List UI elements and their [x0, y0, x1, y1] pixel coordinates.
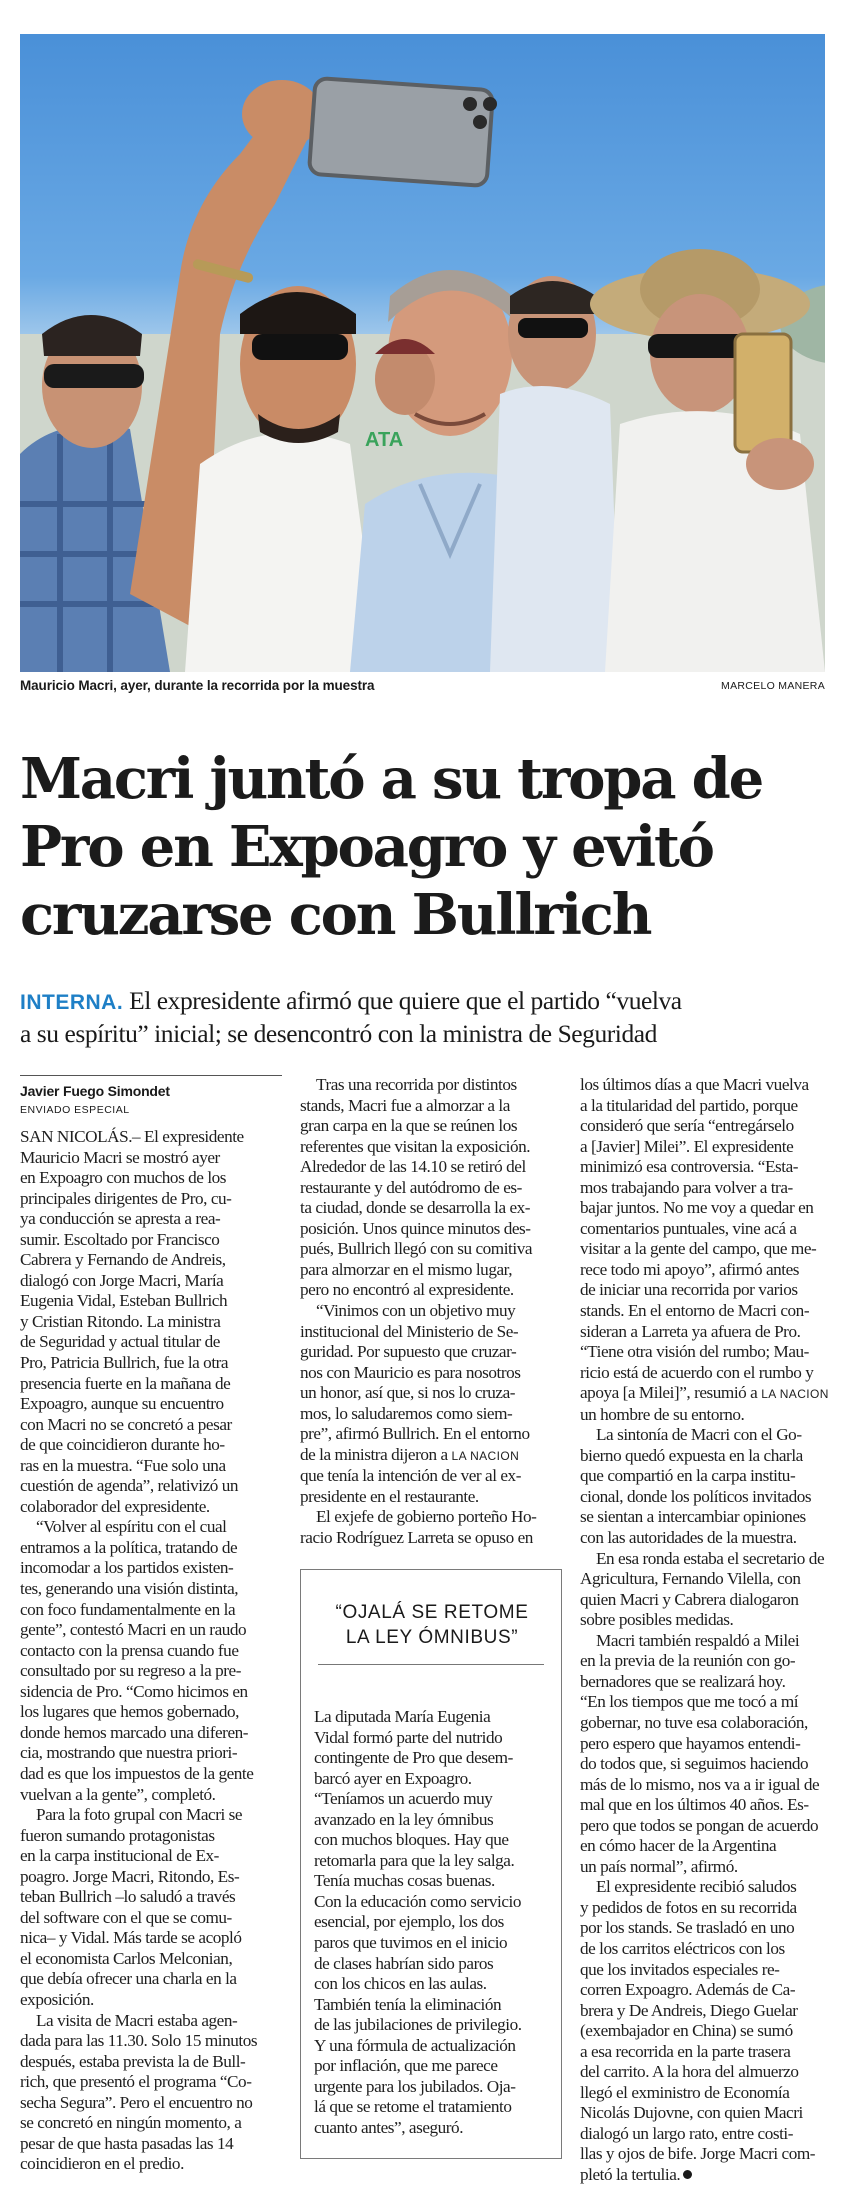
byline-role: ENVIADO ESPECIAL — [20, 1104, 130, 1116]
text-line: que compartió en la carpa institu- — [580, 1466, 796, 1486]
text-line: guridad. Por supuesto que cruzar- — [300, 1342, 517, 1362]
text-line: presencia fuerte en la mañana de — [20, 1373, 231, 1393]
text-line — [300, 1445, 562, 1467]
text-line: cuestión de agenda”, relativizó un — [20, 1476, 239, 1496]
byline-top-rule — [20, 1075, 282, 1076]
text-line: (exembajador en China) se sumó — [580, 2021, 793, 2041]
text-line: Eugenia Vidal, Esteban Bullrich — [20, 1291, 228, 1311]
text-line: con Macri no se concretó a pesar — [20, 1414, 232, 1434]
text-line: en la carpa institucional de Ex- — [20, 1846, 219, 1866]
text-line: bajar juntos. No me voy a quedar en — [580, 1198, 814, 1218]
text-line: “En los tiempos que me tocó a mí — [580, 1692, 799, 1712]
article-column-3 — [580, 1075, 828, 2186]
deck-line: a su espíritu” inicial; se desencontró con la ministra de Seguridad — [20, 1019, 657, 1048]
text-line: Agricultura, Fernando Vilella, con — [580, 1569, 801, 1589]
text-line: sideran a Larreta ya afuera de Pro. — [580, 1321, 801, 1341]
photo-caption-row — [20, 678, 825, 696]
text-line: stands. En el entorno de Macri con- — [580, 1301, 810, 1321]
text-line: en la previa de la reunión con go- — [580, 1651, 796, 1671]
text-line: El exjefe de gobierno porteño Ho- — [316, 1507, 537, 1527]
sidebar-title-line: LA LEY ÓMNIBUS” — [345, 1627, 519, 1648]
text-line: Mauricio Macri se mostró ayer — [20, 1147, 220, 1167]
text-line: comentarios puntuales, vine acá a — [580, 1218, 797, 1238]
text-line: del carrito. A la hora del almuerzo — [580, 2062, 799, 2082]
text-line: de clases habrían sido paros — [314, 1953, 494, 1973]
text-line: dad es que los impuestos de la gente — [20, 1763, 254, 1783]
article-column-1 — [20, 1127, 282, 2175]
text-line — [580, 2165, 828, 2186]
selfie-photo-illustration — [20, 34, 825, 672]
text-line: en cómo hacer de la Argentina — [580, 1836, 777, 1856]
text-line: un país normal”, afirmó. — [580, 1856, 738, 1876]
text-line: que los invitados especiales re- — [580, 1959, 780, 1979]
text-line: La visita de Macri estaba agen- — [36, 2010, 238, 2030]
text-line: Pro, Patricia Bullrich, fue la otra — [20, 1353, 229, 1373]
text-line: La diputada María Eugenia — [314, 1707, 491, 1726]
text-line — [580, 1383, 828, 1405]
text-line: esencial, por ejemplo, los dos — [314, 1912, 504, 1932]
text-line: coincidieron en el predio. — [20, 2154, 184, 2174]
text-line: Y una fórmula de actualización — [314, 2035, 516, 2055]
text-line: nica– y Vidal. Más tarde se acopló — [20, 1928, 242, 1948]
text-line: del software con el que se comu- — [20, 1907, 232, 1927]
text-line: se sientan a intercambiar opiniones — [580, 1507, 806, 1527]
text-line: a [Javier] Milei”. El expresidente — [580, 1136, 794, 1156]
text-line: brera y De Andreis, Diego Guelar — [580, 2000, 798, 2020]
photo-credit: MARCELO MANERA — [721, 680, 825, 692]
text-line: “Vinimos con un objetivo muy — [316, 1301, 516, 1321]
text-line: cional, donde los políticos invitados — [580, 1486, 812, 1506]
text-line: para almorzar en el mismo lugar, — [300, 1259, 513, 1279]
text-line: bernadores que se realizará hoy. — [580, 1671, 786, 1691]
text-line: stands, Macri fue a almorzar a la — [300, 1095, 510, 1115]
sidebar-divider — [318, 1664, 544, 1665]
text-line: un honor, así que, si nos lo cruza- — [300, 1383, 516, 1403]
text-line: de los carritos eléctricos con los — [580, 1938, 785, 1958]
text-line: de Seguridad y actual titular de — [20, 1332, 220, 1352]
text-fragment: apoya [a Milei]”, resumió a — [580, 1383, 758, 1403]
text-line: incomodar a los partidos existen- — [20, 1558, 234, 1578]
text-line: secha Segura”. Pero el encuentro no — [20, 2092, 253, 2112]
text-line: mal que en los últimos 40 años. Es- — [580, 1795, 809, 1815]
text-line: de las jubilaciones de privilegio. — [314, 2015, 522, 2035]
text-line: consideró que sería “entregárselo — [580, 1116, 794, 1136]
text-line: lá que se retome el tratamiento — [314, 2097, 512, 2117]
article-column-2 — [300, 1075, 562, 1549]
text-line: de que coincidieron durante ho- — [20, 1435, 225, 1455]
text-line: referentes que visitan la exposición. — [300, 1136, 531, 1156]
text-line: por los stands. Se trasladó en uno — [580, 1918, 795, 1938]
text-line: pero espero que hayamos entendi- — [580, 1733, 801, 1753]
text-line: los lugares que hemos gobernado, — [20, 1702, 240, 1722]
text-line: pero no encontró al expresidente. — [300, 1280, 514, 1300]
text-line: barcó ayer en Expoagro. — [314, 1768, 472, 1788]
text-line: que tenía la intención de ver al ex- — [300, 1466, 521, 1486]
text-line: pués, Bullrich llegó con su comitiva — [300, 1239, 533, 1259]
text-line: paros que tuvimos en el inicio — [314, 1933, 508, 1953]
text-line: mos, lo saludaremos como siem- — [300, 1403, 513, 1423]
text-line: sumir. Escoltado por Francisco — [20, 1229, 220, 1249]
text-line: de iniciar una recorrida por varios — [580, 1280, 798, 1300]
text-line: “Tiene otra visión del rumbo; Mau- — [580, 1342, 809, 1362]
text-line: en Expoagro con muchos de los — [20, 1168, 227, 1188]
text-line: por inflación, que me parece — [314, 2056, 498, 2076]
text-line: con los chicos en las aulas. — [314, 1974, 487, 1994]
text-line: cia, mostrando que nuestra priori- — [20, 1743, 238, 1763]
text-line: Macri también respaldó a Milei — [596, 1630, 800, 1650]
text-line: principales dirigentes de Pro, cu- — [20, 1188, 232, 1208]
headline-line: Macri juntó a su tropa de — [20, 746, 763, 812]
photo-caption: Mauricio Macri, ayer, durante la recorrida por la muestra — [20, 678, 375, 693]
headline — [20, 745, 825, 949]
text-line: En esa ronda estaba el secretario de — [596, 1548, 825, 1568]
text-line: más de lo mismo, nos va a ir igual de — [580, 1774, 820, 1794]
text-line: con las autoridades de la muestra. — [580, 1528, 797, 1548]
text-line: entramos a la política, tratando de — [20, 1537, 238, 1557]
end-of-article-mark — [683, 2170, 692, 2179]
text-line: después, estaba prevista la de Bull- — [20, 2051, 246, 2071]
text-line: Para la foto grupal con Macri se — [36, 1805, 243, 1825]
deck-text: El expresidente afirmó que quiere que el partido “vuelva — [129, 986, 682, 1015]
text-line: visitar a la gente del campo, que me- — [580, 1239, 817, 1259]
text-line: avanzado en la ley ómnibus — [314, 1809, 494, 1829]
sidebar-title-line: “OJALÁ SE RETOME — [335, 1602, 529, 1623]
text-line: SAN NICOLÁS.– El expresidente — [20, 1127, 244, 1146]
text-line: Tras una recorrida por distintos — [316, 1075, 517, 1094]
text-line: gran carpa en la que se reúnen los — [300, 1116, 518, 1136]
text-line: Expoagro, aunque su encuentro — [20, 1394, 224, 1414]
text-line: Vidal formó parte del nutrido — [314, 1727, 503, 1747]
text-line: ya conducción se apresta a rea- — [20, 1209, 221, 1229]
text-line: rece todo mi apoyo”, afirmó antes — [580, 1259, 800, 1279]
text-line: donde hemos marcado una diferen- — [20, 1722, 249, 1742]
deck — [20, 985, 825, 1049]
text-line: ricio está de acuerdo con el rumbo y — [580, 1362, 814, 1382]
text-line: fueron sumando protagonistas — [20, 1825, 215, 1845]
text-fragment: pletó la tertulia. — [580, 2164, 681, 2184]
deck-line — [20, 985, 825, 1018]
text-line: llas y ojos de bife. Jorge Macri com- — [580, 2144, 816, 2164]
text-line: urgente para los jubilados. Oja- — [314, 2076, 516, 2096]
text-line: ras en la muestra. “Fue solo una — [20, 1455, 226, 1475]
text-line: dada para las 11.30. Solo 15 minutos — [20, 2031, 258, 2051]
text-line: bierno quedó expuesta en la charla — [580, 1445, 803, 1465]
sidebar-title — [322, 1600, 542, 1650]
selfie-photo — [20, 34, 825, 672]
text-line: mos trabajando para volver a tra- — [580, 1177, 793, 1197]
text-line: Tenía muchas cosas buenas. — [314, 1871, 495, 1891]
text-line: Cabrera y Fernando de Andreis, — [20, 1250, 226, 1270]
text-line: con muchos bloques. Hay que — [314, 1830, 509, 1850]
text-line: el economista Carlos Melconian, — [20, 1948, 233, 1968]
newspaper-name: LA NACION — [451, 1448, 520, 1463]
text-line: nos con Mauricio es para nosotros — [300, 1362, 521, 1382]
text-line: colaborador del expresidente. — [20, 1496, 210, 1516]
text-line: Alrededor de las 14.10 se retiró del — [300, 1157, 526, 1177]
text-line: un hombre de su entorno. — [580, 1404, 745, 1424]
text-line: minimizó esa controversia. “Esta- — [580, 1157, 799, 1177]
deck-kicker: INTERNA. — [20, 991, 124, 1014]
text-line: gente”, contestó Macri en un raudo — [20, 1620, 247, 1640]
text-line: También tenía la eliminación — [314, 1994, 502, 2014]
text-line: pre”, afirmó Bullrich. En el entorno — [300, 1424, 530, 1444]
text-line: rich, que presentó el programa “Co- — [20, 2072, 252, 2092]
text-line: y pedidos de fotos en su recorrida — [580, 1897, 797, 1917]
text-line: exposición. — [20, 1989, 94, 2009]
text-line: teban Bullrich –lo saludó a través — [20, 1887, 236, 1907]
headline-line: Pro en Expoagro y evitó — [20, 814, 713, 880]
text-line: pesar de que hasta pasadas las 14 — [20, 2133, 234, 2153]
text-line: gobernar, no tuve esa colaboración, — [580, 1712, 808, 1732]
text-line: ta ciudad, donde se desarrolla la ex- — [300, 1198, 531, 1218]
text-line: retomarla para que la ley salga. — [314, 1850, 515, 1870]
text-line: dialogó con Jorge Macri, María — [20, 1270, 224, 1290]
text-line: pero que todos se pongan de acuerdo — [580, 1815, 819, 1835]
text-line: los últimos días a que Macri vuelva — [580, 1075, 809, 1094]
text-line: restaurante y del autódromo de es- — [300, 1177, 522, 1197]
newspaper-name: LA NACION — [761, 1387, 829, 1402]
text-line: a esa recorrida en la parte trasera — [580, 2041, 791, 2061]
text-line: sidencia de Pro. “Como hicimos en — [20, 1681, 248, 1701]
byline-author: Javier Fuego Simondet — [20, 1083, 170, 1099]
text-line: institucional del Ministerio de Se- — [300, 1321, 519, 1341]
text-line: El expresidente recibió saludos — [596, 1877, 797, 1897]
text-line: contingente de Pro que desem- — [314, 1748, 513, 1768]
text-line: “Volver al espíritu con el cual — [36, 1517, 227, 1537]
text-line: presidente en el restaurante. — [300, 1486, 479, 1506]
text-line: “Teníamos un acuerdo muy — [314, 1789, 493, 1809]
text-line: con foco fundamentalmente en la — [20, 1599, 236, 1619]
text-line: do todos que, si seguimos haciendo — [580, 1754, 809, 1774]
text-line: sobre posibles medidas. — [580, 1610, 734, 1630]
headline-line: cruzarse con Bullrich — [20, 882, 651, 948]
text-line: La sintonía de Macri con el Go- — [596, 1425, 802, 1445]
text-line: se concretó en ningún momento, a — [20, 2113, 242, 2133]
text-line: Con la educación como servicio — [314, 1891, 522, 1911]
sidebar-body — [314, 1707, 550, 2138]
text-line: llegó el exministro de Economía — [580, 2082, 790, 2102]
text-line: corren Expoagro. Además de Ca- — [580, 1980, 796, 2000]
text-line: poagro. Jorge Macri, Ritondo, Es- — [20, 1866, 240, 1886]
text-line: cuanto antes”, aseguró. — [314, 2117, 464, 2137]
text-line: que debía ofrecer una charla en la — [20, 1969, 237, 1989]
text-line: quien Macri y Cabrera dialogaron — [580, 1589, 799, 1609]
text-line: racio Rodríguez Larreta se opuso en — [300, 1528, 533, 1548]
text-line: y Cristian Ritondo. La ministra — [20, 1311, 221, 1331]
text-line: dialogó un largo rato, entre costi- — [580, 2123, 794, 2143]
text-line: Nicolás Dujovne, con quien Macri — [580, 2103, 803, 2123]
text-line: a la titularidad del partido, porque — [580, 1095, 798, 1115]
shirt-logo-text: ATA — [365, 429, 404, 451]
text-fragment: de la ministra dijeron a — [300, 1444, 448, 1464]
text-line: contacto con la prensa cuando fue — [20, 1640, 239, 1660]
text-line: vuelvan a la gente”, completó. — [20, 1784, 216, 1804]
text-line: tes, generando una visión distinta, — [20, 1579, 239, 1599]
text-line: posición. Unos quince minutos des- — [300, 1218, 531, 1238]
text-line: consultado por su regreso a la pre- — [20, 1661, 241, 1681]
